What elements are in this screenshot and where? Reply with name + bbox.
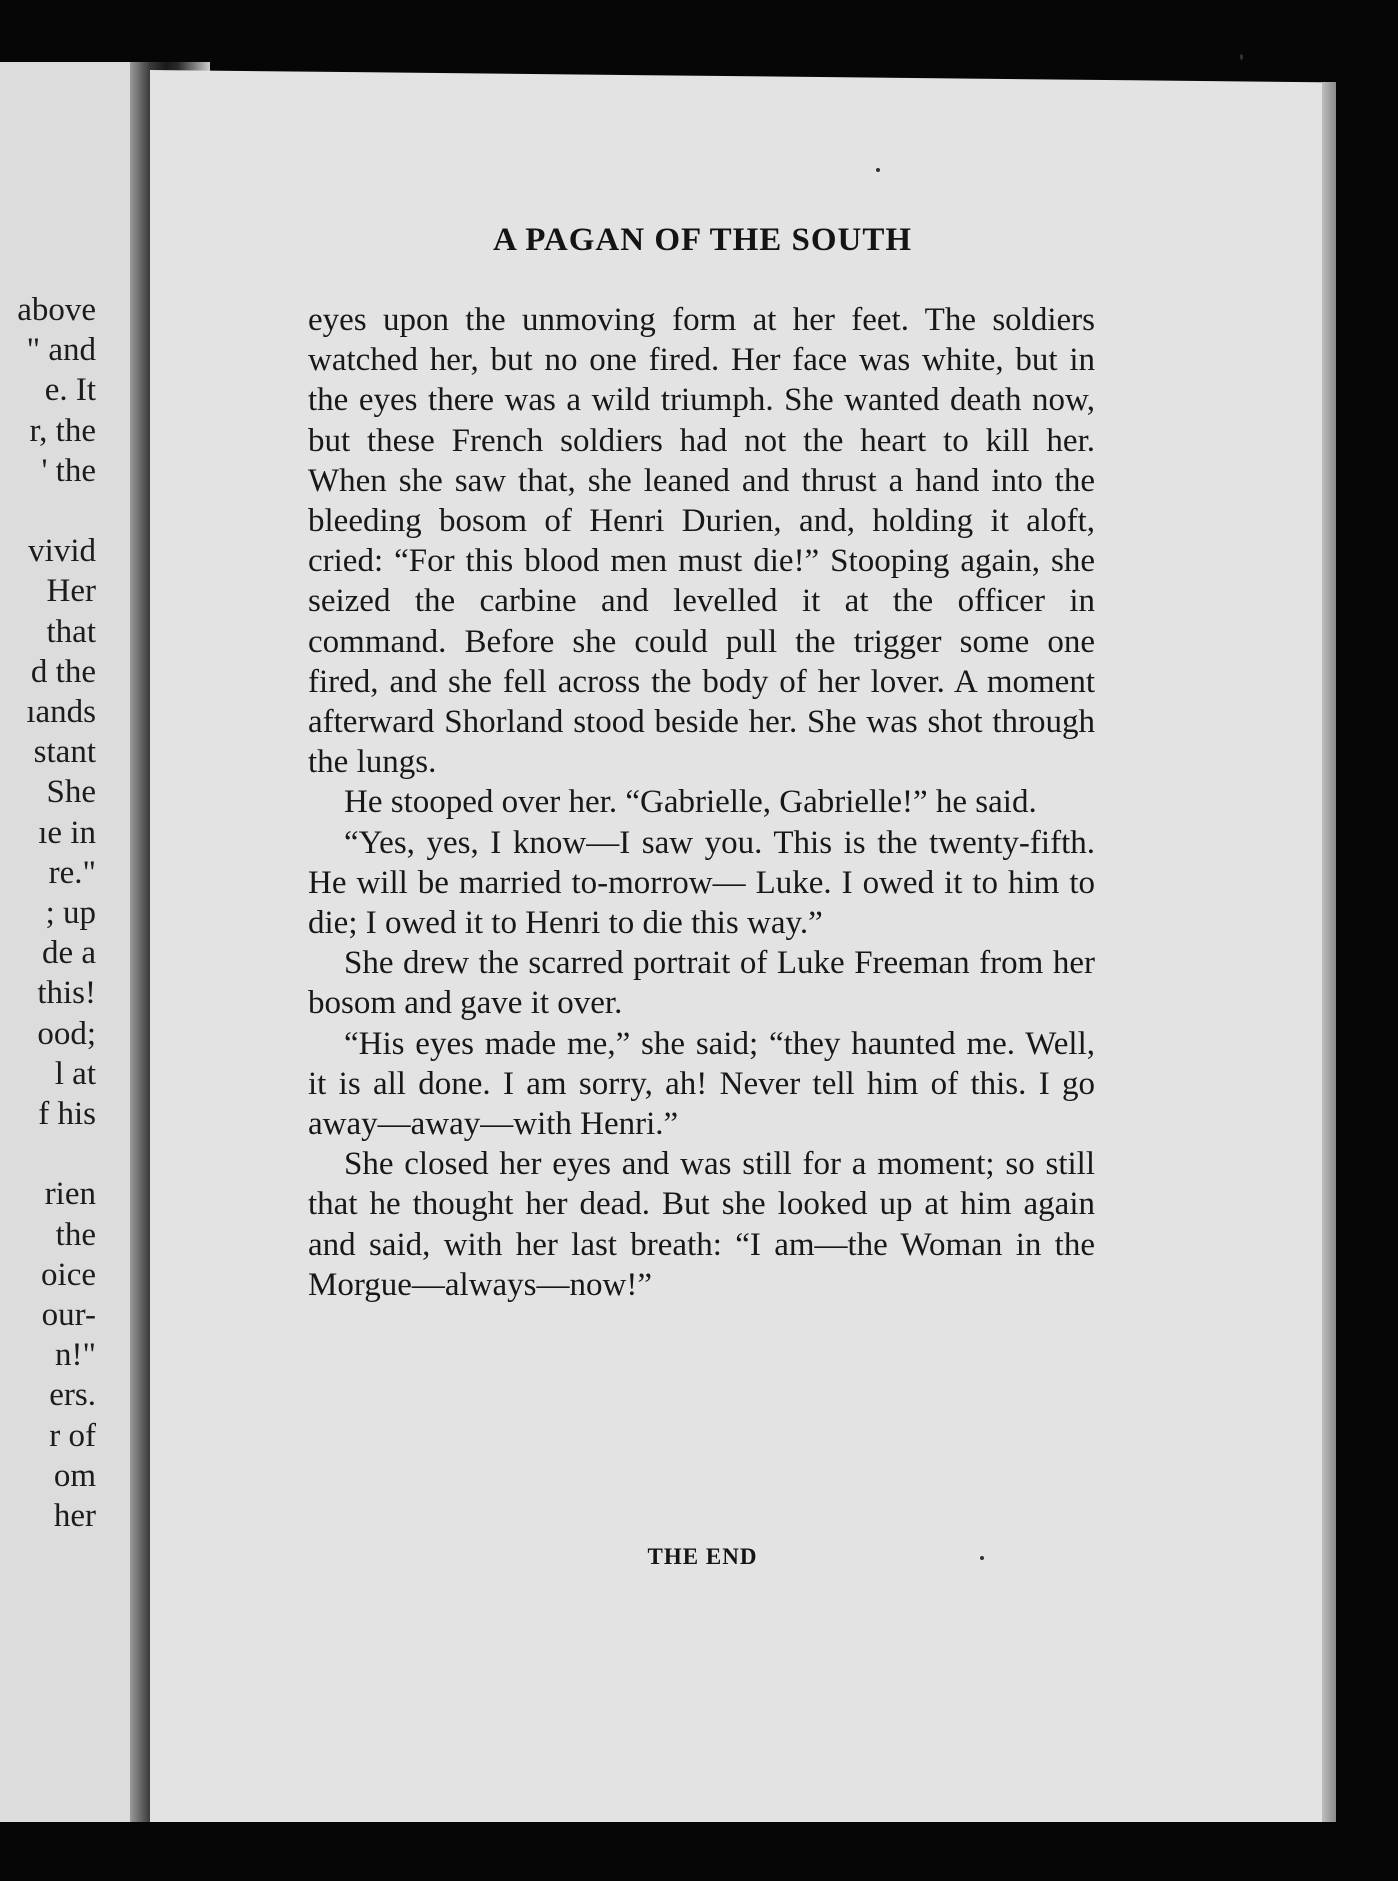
dust-speck [1240,54,1243,60]
paragraph: She drew the scarred portrait of Luke Freeman from her bosom and gave it over. [308,945,1095,1022]
left-page-line: ıands [26,694,96,730]
dust-speck [876,168,880,172]
the-end-label: THE END [647,1544,758,1569]
paragraph: “Yes, yes, I know—I saw you. This is the twenty-fifth. He will be married to-morrow— Luke. I owed it to him to die; I owed it to Henri to die this way.” [308,824,1095,942]
left-page-line: Her [46,573,96,610]
left-page-line: ers. [49,1377,96,1414]
paragraph: eyes upon the unmoving form at her feet. The soldiers watched her, but no one fired. Her face was white, but in the eyes there was a wild triumph. She wanted death now, but these French soldiers had not the heart to kill her. When she saw that, she leaned and thrust a hand into the bleeding bosom of Henri Durien, and, holding it aloft, cried: “For this blood men must die!” Stooping again, she seized the carbine and levelled it at the officer in command. Before she could pull the trigger some one fired, and she fell across the body of her lover. A moment afterward Shorland stood beside her. She was shot through the lungs. [308,302,1095,781]
left-page-line: ood; [37,1015,96,1052]
left-page-line: this! [37,975,96,1012]
left-page-line: r, the [29,412,96,449]
left-page-line: l at [54,1055,96,1092]
left-page-line: " and [26,332,96,369]
left-page-line: re." [48,854,96,891]
left-page-line: that [46,613,96,650]
left-page-line: r of [49,1417,96,1454]
left-page-line: our- [41,1297,96,1333]
paragraph: He stooped over her. “Gabrielle, Gabrielle!” he said. [344,784,1037,821]
left-page-line: om [53,1457,96,1494]
left-page-line: e. It [44,372,96,409]
left-page-line: de a [41,935,96,972]
body-text [308,300,1095,1305]
left-page-line: d the [30,653,96,690]
left-page-line: above [17,292,96,328]
left-page-line: her [53,1498,96,1534]
left-page-line: ' the [41,452,96,489]
page-edge [1322,82,1336,1830]
left-page-line: She [46,774,96,811]
left-page-line: rien [44,1176,96,1213]
dust-speck [980,1556,984,1560]
scanner-bed [0,1822,1398,1881]
left-page-line: the [55,1216,96,1253]
left-page-line: n!" [55,1337,96,1374]
left-page-line: f his [38,1096,96,1132]
left-page-line: ıe in [38,814,96,851]
paragraph: “His eyes made me,” she said; “they haunted me. Well, it is all done. I am sorry, ah! Never tell him of this. I go away—away—with Henri.” [308,1025,1095,1143]
left-page-line: vivid [28,533,96,570]
left-page-line: oice [41,1256,96,1293]
running-head: A PAGAN OF THE SOUTH [492,222,913,258]
left-page-line: stant [33,734,96,771]
paragraph: She closed her eyes and was still for a moment; so still that he thought her dead. But she looked up at him again and said, with her last breath: “I am—the Woman in the Morgue—always—now!” [308,1146,1095,1303]
left-page-line: ; up [45,895,96,931]
